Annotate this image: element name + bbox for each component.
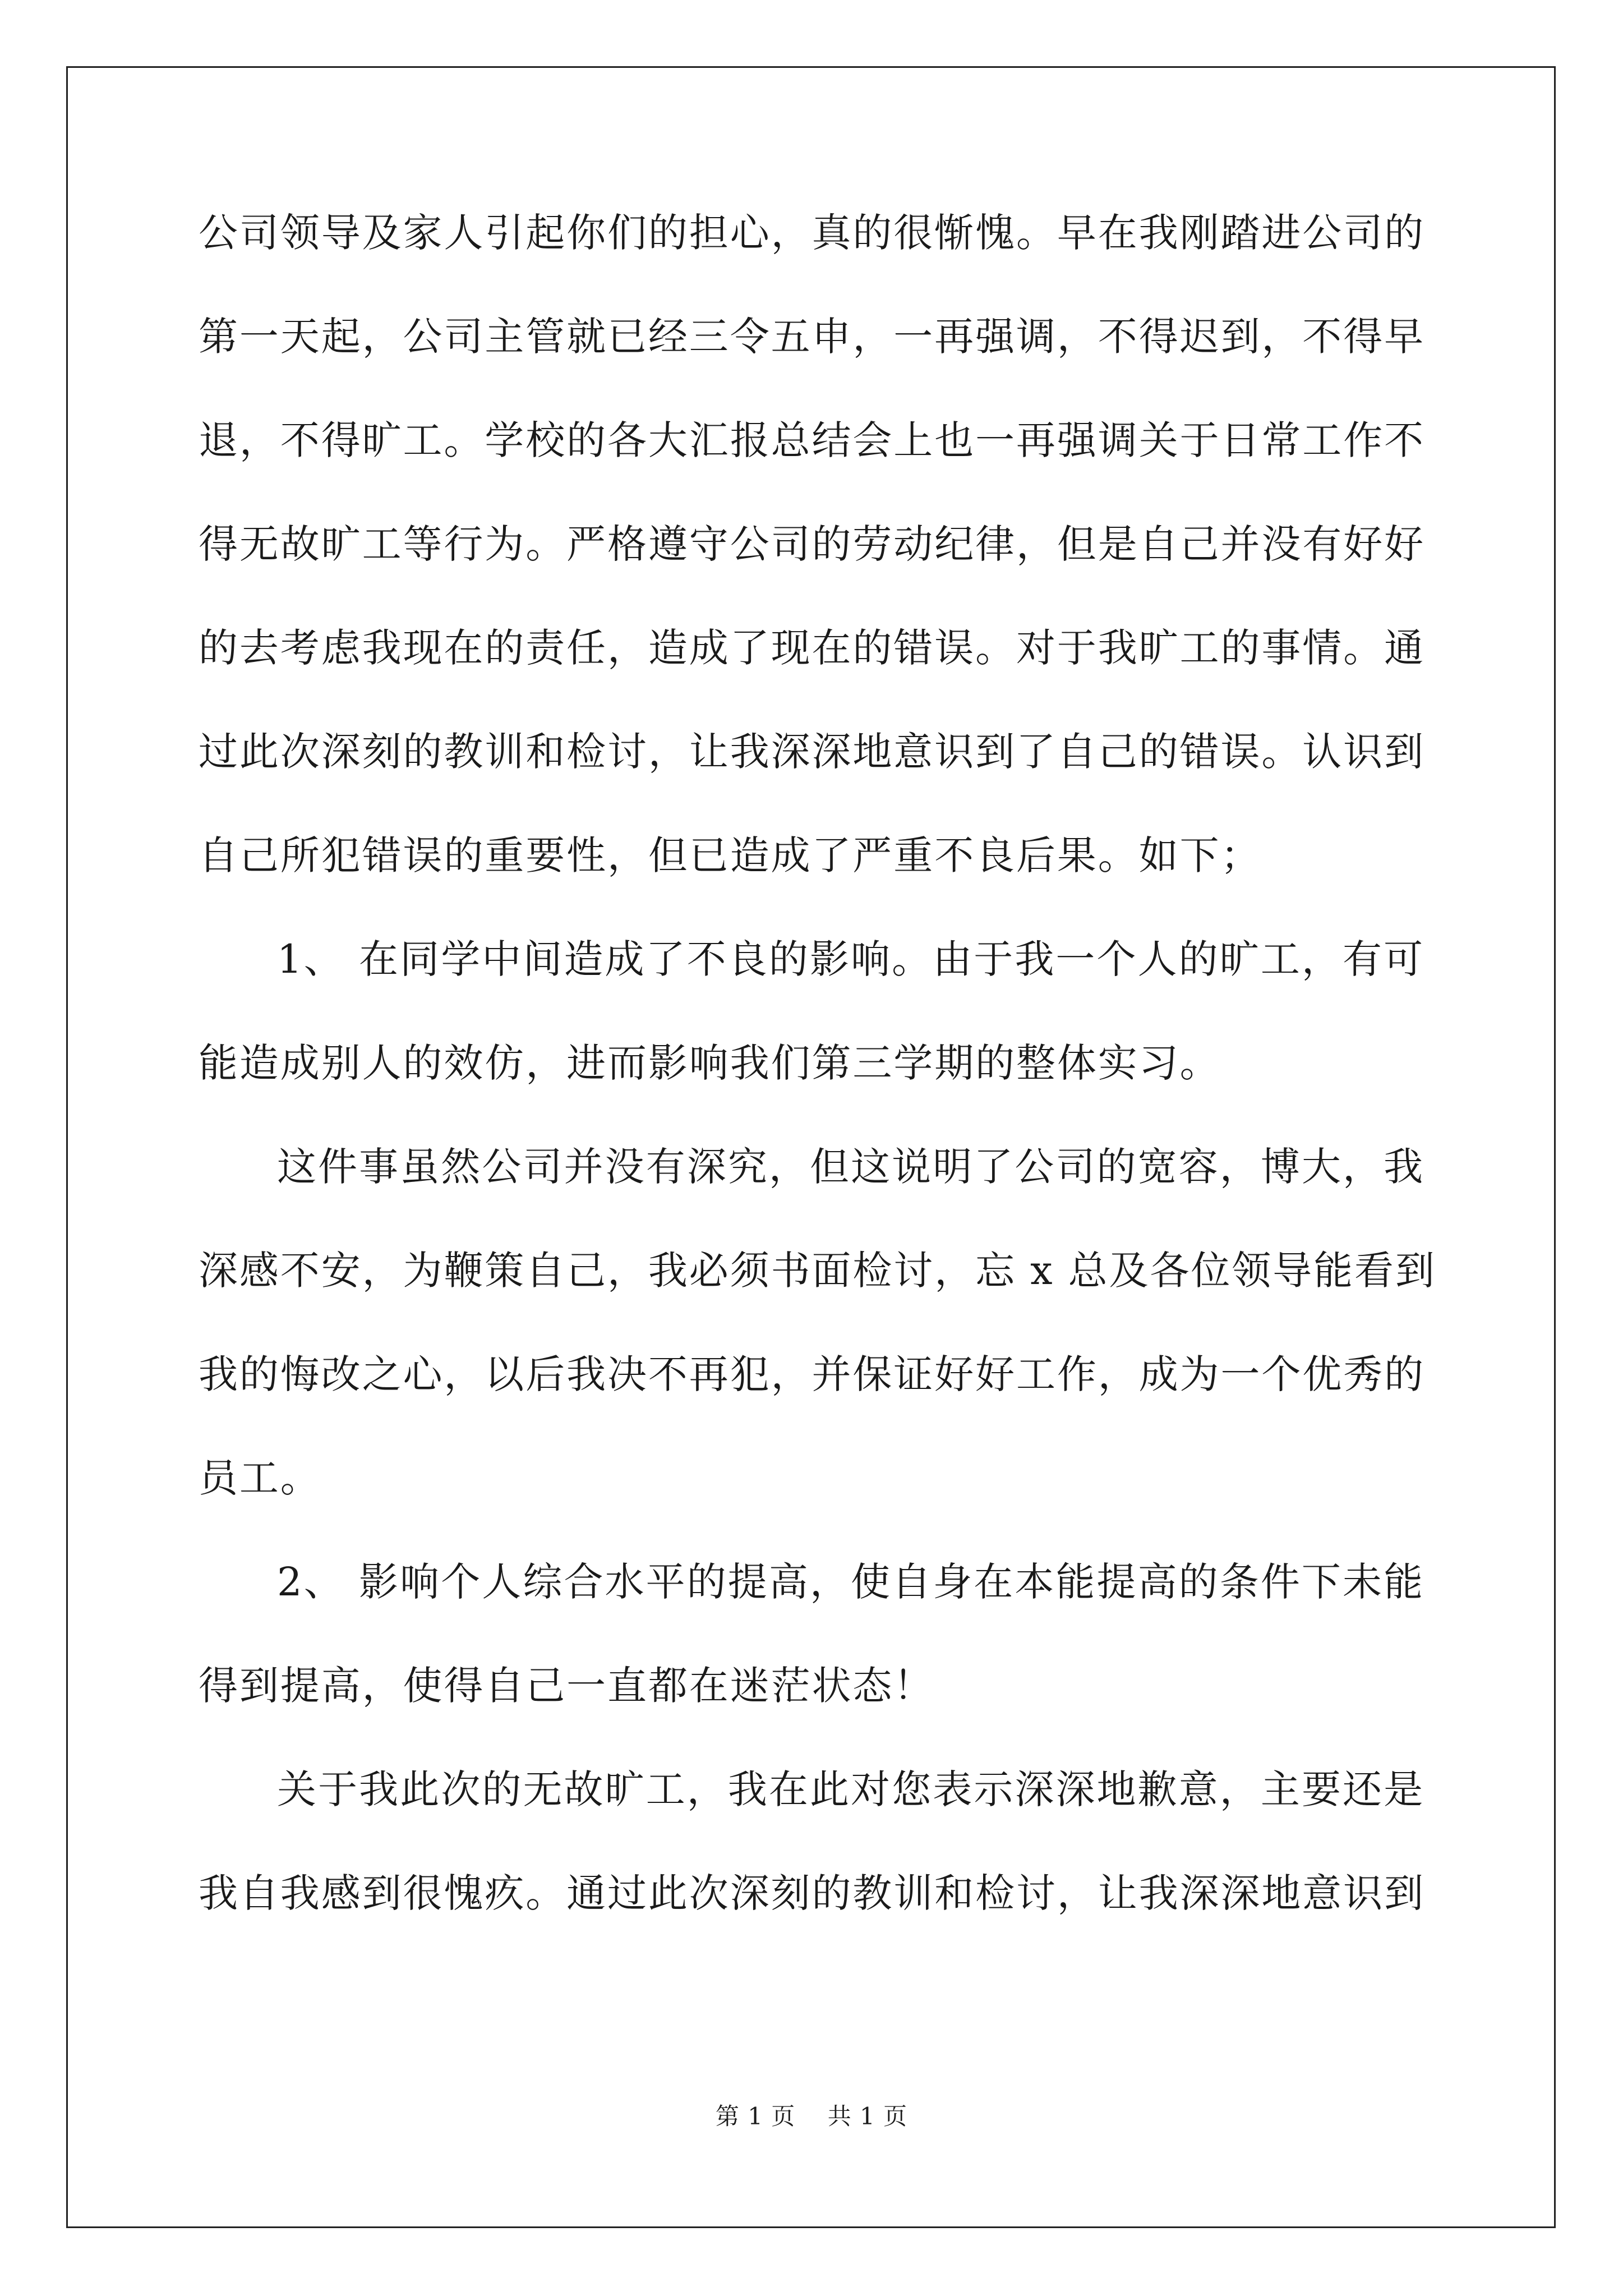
text-line: 的去考虑我现在的责任，造成了现在的错误。对于我旷工的事情。通 bbox=[199, 625, 1425, 671]
text-line: 得到提高，使得自己一直都在迷茫状态！ bbox=[199, 1663, 935, 1709]
text-line: 第一天起，公司主管就已经三令五申，一再强调，不得迟到，不得早 bbox=[199, 314, 1425, 360]
text-line: 得无故旷工等行为。严格遵守公司的劳动纪律，但是自己并没有好好 bbox=[199, 521, 1425, 567]
text-line: 自己所犯错误的重要性，但已造成了严重不良后果。如下； bbox=[199, 832, 1262, 878]
text-line: 深感不安，为鞭策自己，我必须书面检讨，忘 x 总及各位领导能看到 bbox=[199, 1248, 1436, 1294]
text-line: 公司领导及家人引起你们的担心，真的很惭愧。早在我刚踏进公司的 bbox=[199, 210, 1425, 256]
text-line: 我自我感到很愧疚。通过此次深刻的教训和检讨，让我深深地意识到 bbox=[199, 1870, 1425, 1916]
list-item-1-text: 1、 在同学中间造成了不良的影响。由于我一个人的旷工，有可 bbox=[277, 936, 1424, 982]
text-line: 能造成别人的效仿，进而影响我们第三学期的整体实习。 bbox=[199, 1040, 1221, 1086]
text-line: 过此次深刻的教训和检讨，让我深深地意识到了自己的错误。认识到 bbox=[199, 729, 1425, 775]
paragraph-start: 这件事虽然公司并没有深究，但这说明了公司的宽容，博大，我 bbox=[277, 1144, 1424, 1190]
text-line: 退，不得旷工。学校的各大汇报总结会上也一再强调关于日常工作不 bbox=[199, 417, 1425, 463]
text-line: 员工。 bbox=[199, 1455, 321, 1501]
text-line: 我的悔改之心，以后我决不再犯，并保证好好工作，成为一个优秀的 bbox=[199, 1351, 1425, 1397]
page-footer: 第 1 页 共 1 页 bbox=[715, 2102, 908, 2130]
list-item-2-text: 2、 影响个人综合水平的提高，使自身在本能提高的条件下未能 bbox=[277, 1559, 1424, 1605]
paragraph-start: 关于我此次的无故旷工，我在此对您表示深深地歉意，主要还是 bbox=[277, 1766, 1424, 1812]
